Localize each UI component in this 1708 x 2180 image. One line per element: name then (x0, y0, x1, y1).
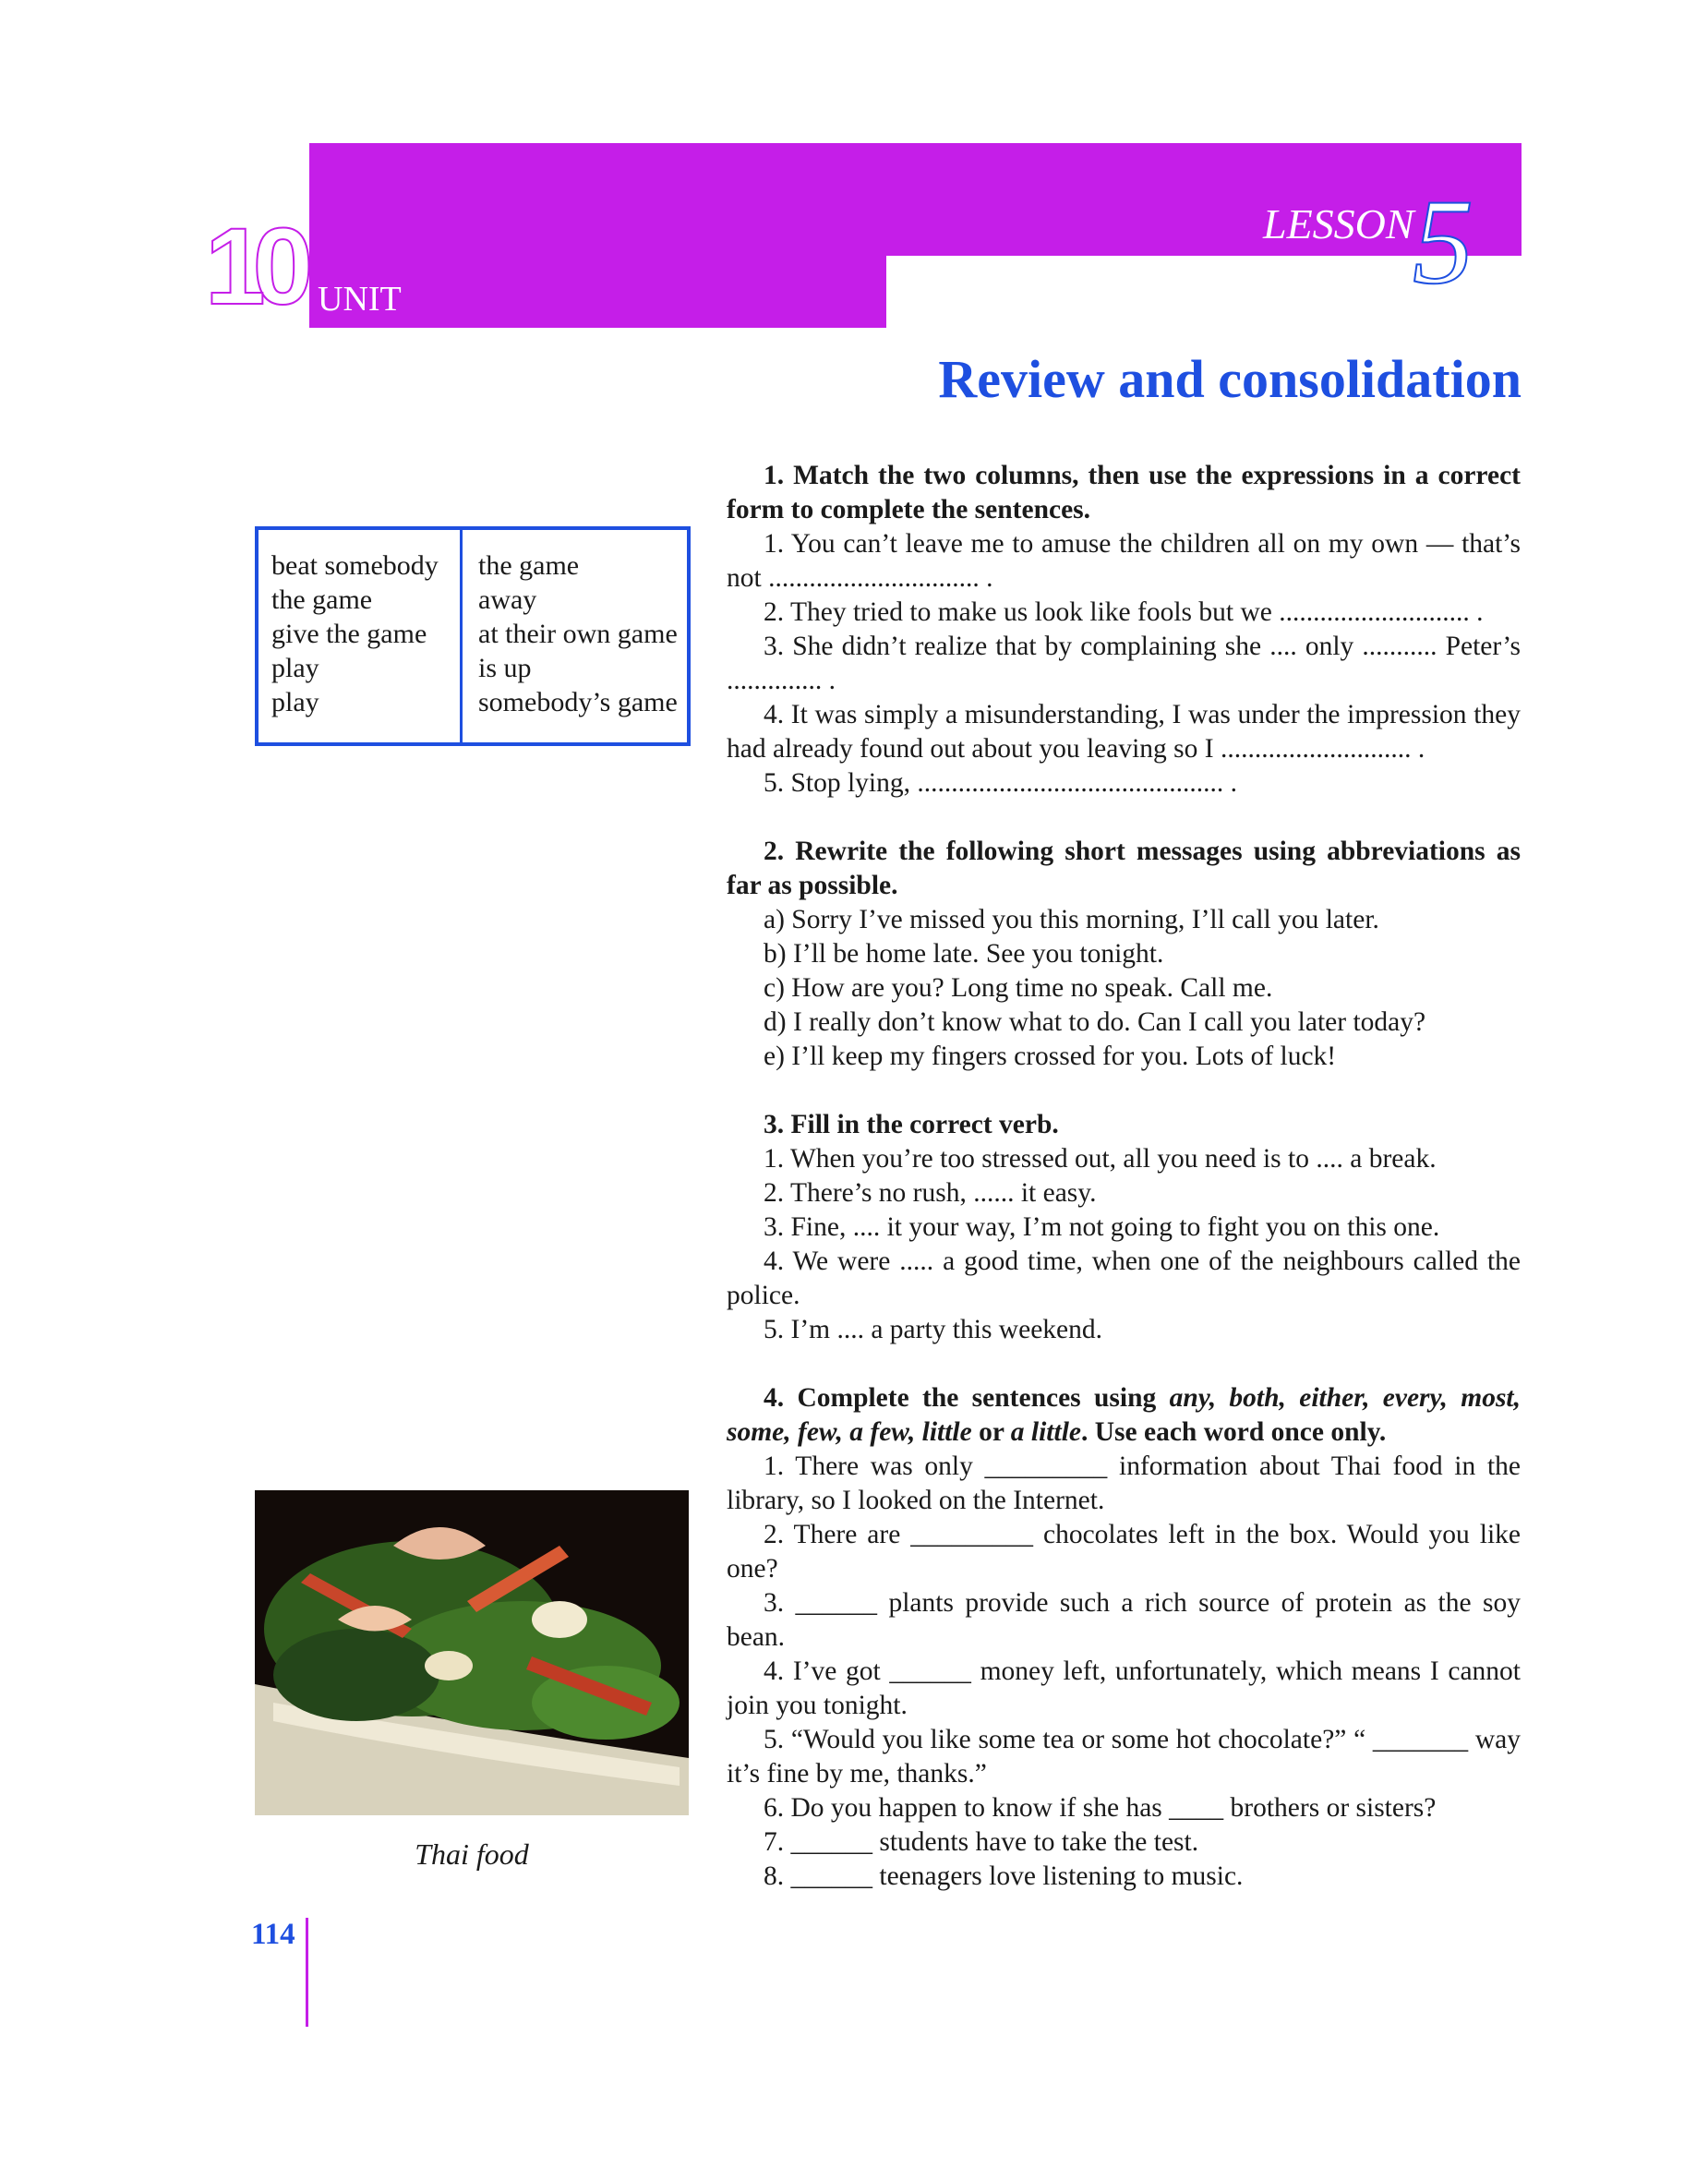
exercise-item: e) I’ll keep my fingers crossed for you. Lots of luck! (764, 1042, 1337, 1071)
exercise-item: 5. Stop lying, ............................................. . (764, 768, 1237, 798)
exercise-item: 4. I’ve got ______ money left, unfortunately, which means I cannot join you tonight. (727, 1656, 1521, 1720)
page-title: Review and consolidation (938, 349, 1522, 409)
match-right-item: away (478, 584, 537, 615)
match-column-left (259, 530, 463, 742)
exercise-item: d) I really don’t know what to do. Can I call you later today? (764, 1007, 1426, 1037)
exercise-3 (727, 1108, 1521, 1347)
exercise-instruction (727, 1381, 1521, 1450)
match-left-item: the game (271, 584, 373, 615)
exercise-item: 3. Fine, .... it your way, I’m not going to fight you on this one. (764, 1212, 1440, 1242)
exercise-item: 7. ______ students have to take the test. (764, 1827, 1199, 1857)
exercise-2 (727, 835, 1521, 1074)
exercise-1 (727, 459, 1521, 801)
match-left-item: play (271, 653, 319, 683)
lesson-number: 5 (1413, 174, 1473, 309)
exercise-item: 8. ______ teenagers love listening to music. (764, 1861, 1244, 1891)
exercise-item: 1. You can’t leave me to amuse the children all on my own — that’s not ............................... . (727, 529, 1521, 593)
exercise-item: 2. There are _________ chocolates left in the box. Would you like one? (727, 1520, 1521, 1584)
exercise-item: 2. They tried to make us look like fools but we ............................ . (764, 597, 1484, 627)
match-left-item: play (271, 687, 319, 717)
exercise-item: 2. There’s no rush, ...... it easy. (764, 1178, 1097, 1208)
exercise-item: 1. There was only _________ information about Thai food in the library, so I looked on the Internet. (727, 1451, 1521, 1515)
instruction-text: or (971, 1417, 1011, 1447)
exercise-item: 5. I’m .... a party this weekend. (764, 1315, 1103, 1344)
match-right-item: at their own game (478, 619, 678, 649)
thai-food-illustration (255, 1490, 689, 1815)
instruction-word-list: a little (1010, 1417, 1081, 1447)
photo-caption: Thai food (415, 1837, 529, 1871)
unit-number: 10 (205, 206, 301, 328)
exercise-item: 6. Do you happen to know if she has ____ brothers or sisters? (764, 1793, 1437, 1823)
exercise-item: b) I’ll be home late. See you tonight. (764, 939, 1164, 969)
exercise-item: 1. When you’re too stressed out, all you need is to .... a break. (764, 1144, 1437, 1174)
instruction-word-list: any, both, either, every, most, some, few, a few, little (727, 1383, 1521, 1447)
exercise-item: 4. It was simply a misunderstanding, I was under the impression they had already found out about you leaving so I ............................ . (727, 700, 1521, 764)
match-left-item: beat somebody (271, 550, 439, 581)
lesson-label: LESSON (1263, 200, 1414, 247)
exercise-item: c) How are you? Long time no speak. Call me. (764, 973, 1273, 1003)
page-number-rule (306, 1918, 308, 2027)
exercise-instruction: 2. Rewrite the following short messages using abbreviations as far as possible. (727, 837, 1521, 900)
match-table (255, 526, 691, 746)
instruction-text: . Use each word once only. (1080, 1417, 1387, 1447)
exercise-item: 3. She didn’t realize that by complaining she .... only ........... Peter’s .............. . (727, 632, 1521, 695)
match-right-item: the game (478, 550, 580, 581)
thai-food-photo (255, 1490, 689, 1815)
page-number: 114 (251, 1918, 295, 1951)
match-right-item: somebody’s game (478, 687, 678, 717)
exercise-item: 3. ______ plants provide such a rich source of protein as the soy bean. (727, 1588, 1521, 1652)
exercise-4 (727, 1381, 1521, 1894)
exercise-instruction: 1. Match the two columns, then use the expressions in a correct form to complete the sentences. (727, 461, 1521, 524)
exercise-column (727, 459, 1521, 1928)
unit-label: UNIT (318, 280, 402, 319)
instruction-text: 4. Complete the sentences using (764, 1383, 1170, 1413)
exercise-item: a) Sorry I’ve missed you this morning, I’ll call you later. (764, 905, 1379, 934)
match-column-right (463, 530, 678, 742)
exercise-item: 5. “Would you like some tea or some hot chocolate?” “ _______ way it’s fine by me, thanks.” (727, 1725, 1521, 1789)
match-left-item: give the game (271, 619, 427, 649)
exercise-instruction: 3. Fill in the correct verb. (764, 1110, 1059, 1139)
match-right-item: is up (478, 653, 532, 683)
exercise-item: 4. We were ..... a good time, when one of the neighbours called the police. (727, 1247, 1521, 1310)
